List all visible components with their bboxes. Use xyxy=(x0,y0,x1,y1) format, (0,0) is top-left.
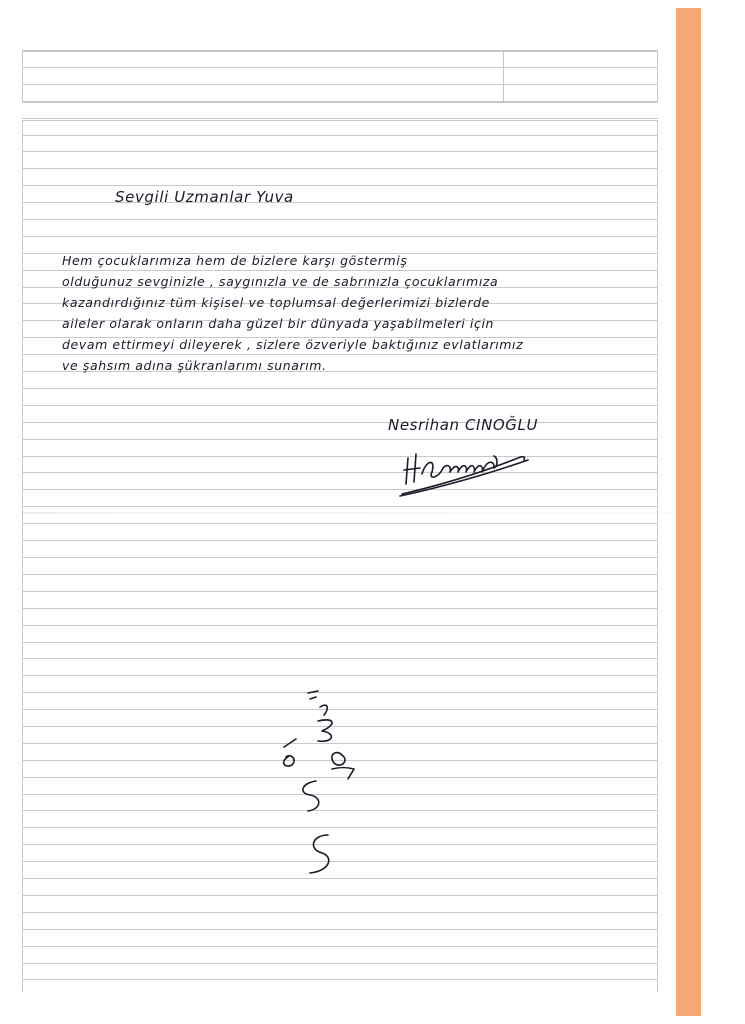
orange-margin-strip xyxy=(676,8,701,1016)
body-line-3: kazandırdığınız tüm kişisel ve toplumsal değerlerimizi bizlerde xyxy=(62,295,490,310)
body-line-1: Hem çocuklarımıza hem de bizlere karşı göstermiş xyxy=(62,253,408,268)
header-divider xyxy=(503,51,504,103)
rule-line xyxy=(22,118,658,119)
header-box xyxy=(22,51,658,103)
body-line-2: olduğunuz sevginizle , saygınızla ve de sabrınızla çocuklarımıza xyxy=(62,274,499,289)
signer-name: Nesrihan CINOĞLU xyxy=(388,416,539,434)
signature-icon xyxy=(398,444,538,500)
body-line-4: aileler olarak onların daha güzel bir dünyada yaşabilmeleri için xyxy=(62,316,495,331)
scribble-icon xyxy=(270,685,380,880)
body-line-5: devam ettirmeyi dileyerek , sizlere özveriyle baktığınız evlatlarımız xyxy=(62,337,524,352)
paper-fold xyxy=(22,512,682,514)
body-line-6: ve şahsım adına şükranlarımı sunarım. xyxy=(62,358,327,373)
salutation: Sevgili Uzmanlar Yuva xyxy=(115,188,294,206)
